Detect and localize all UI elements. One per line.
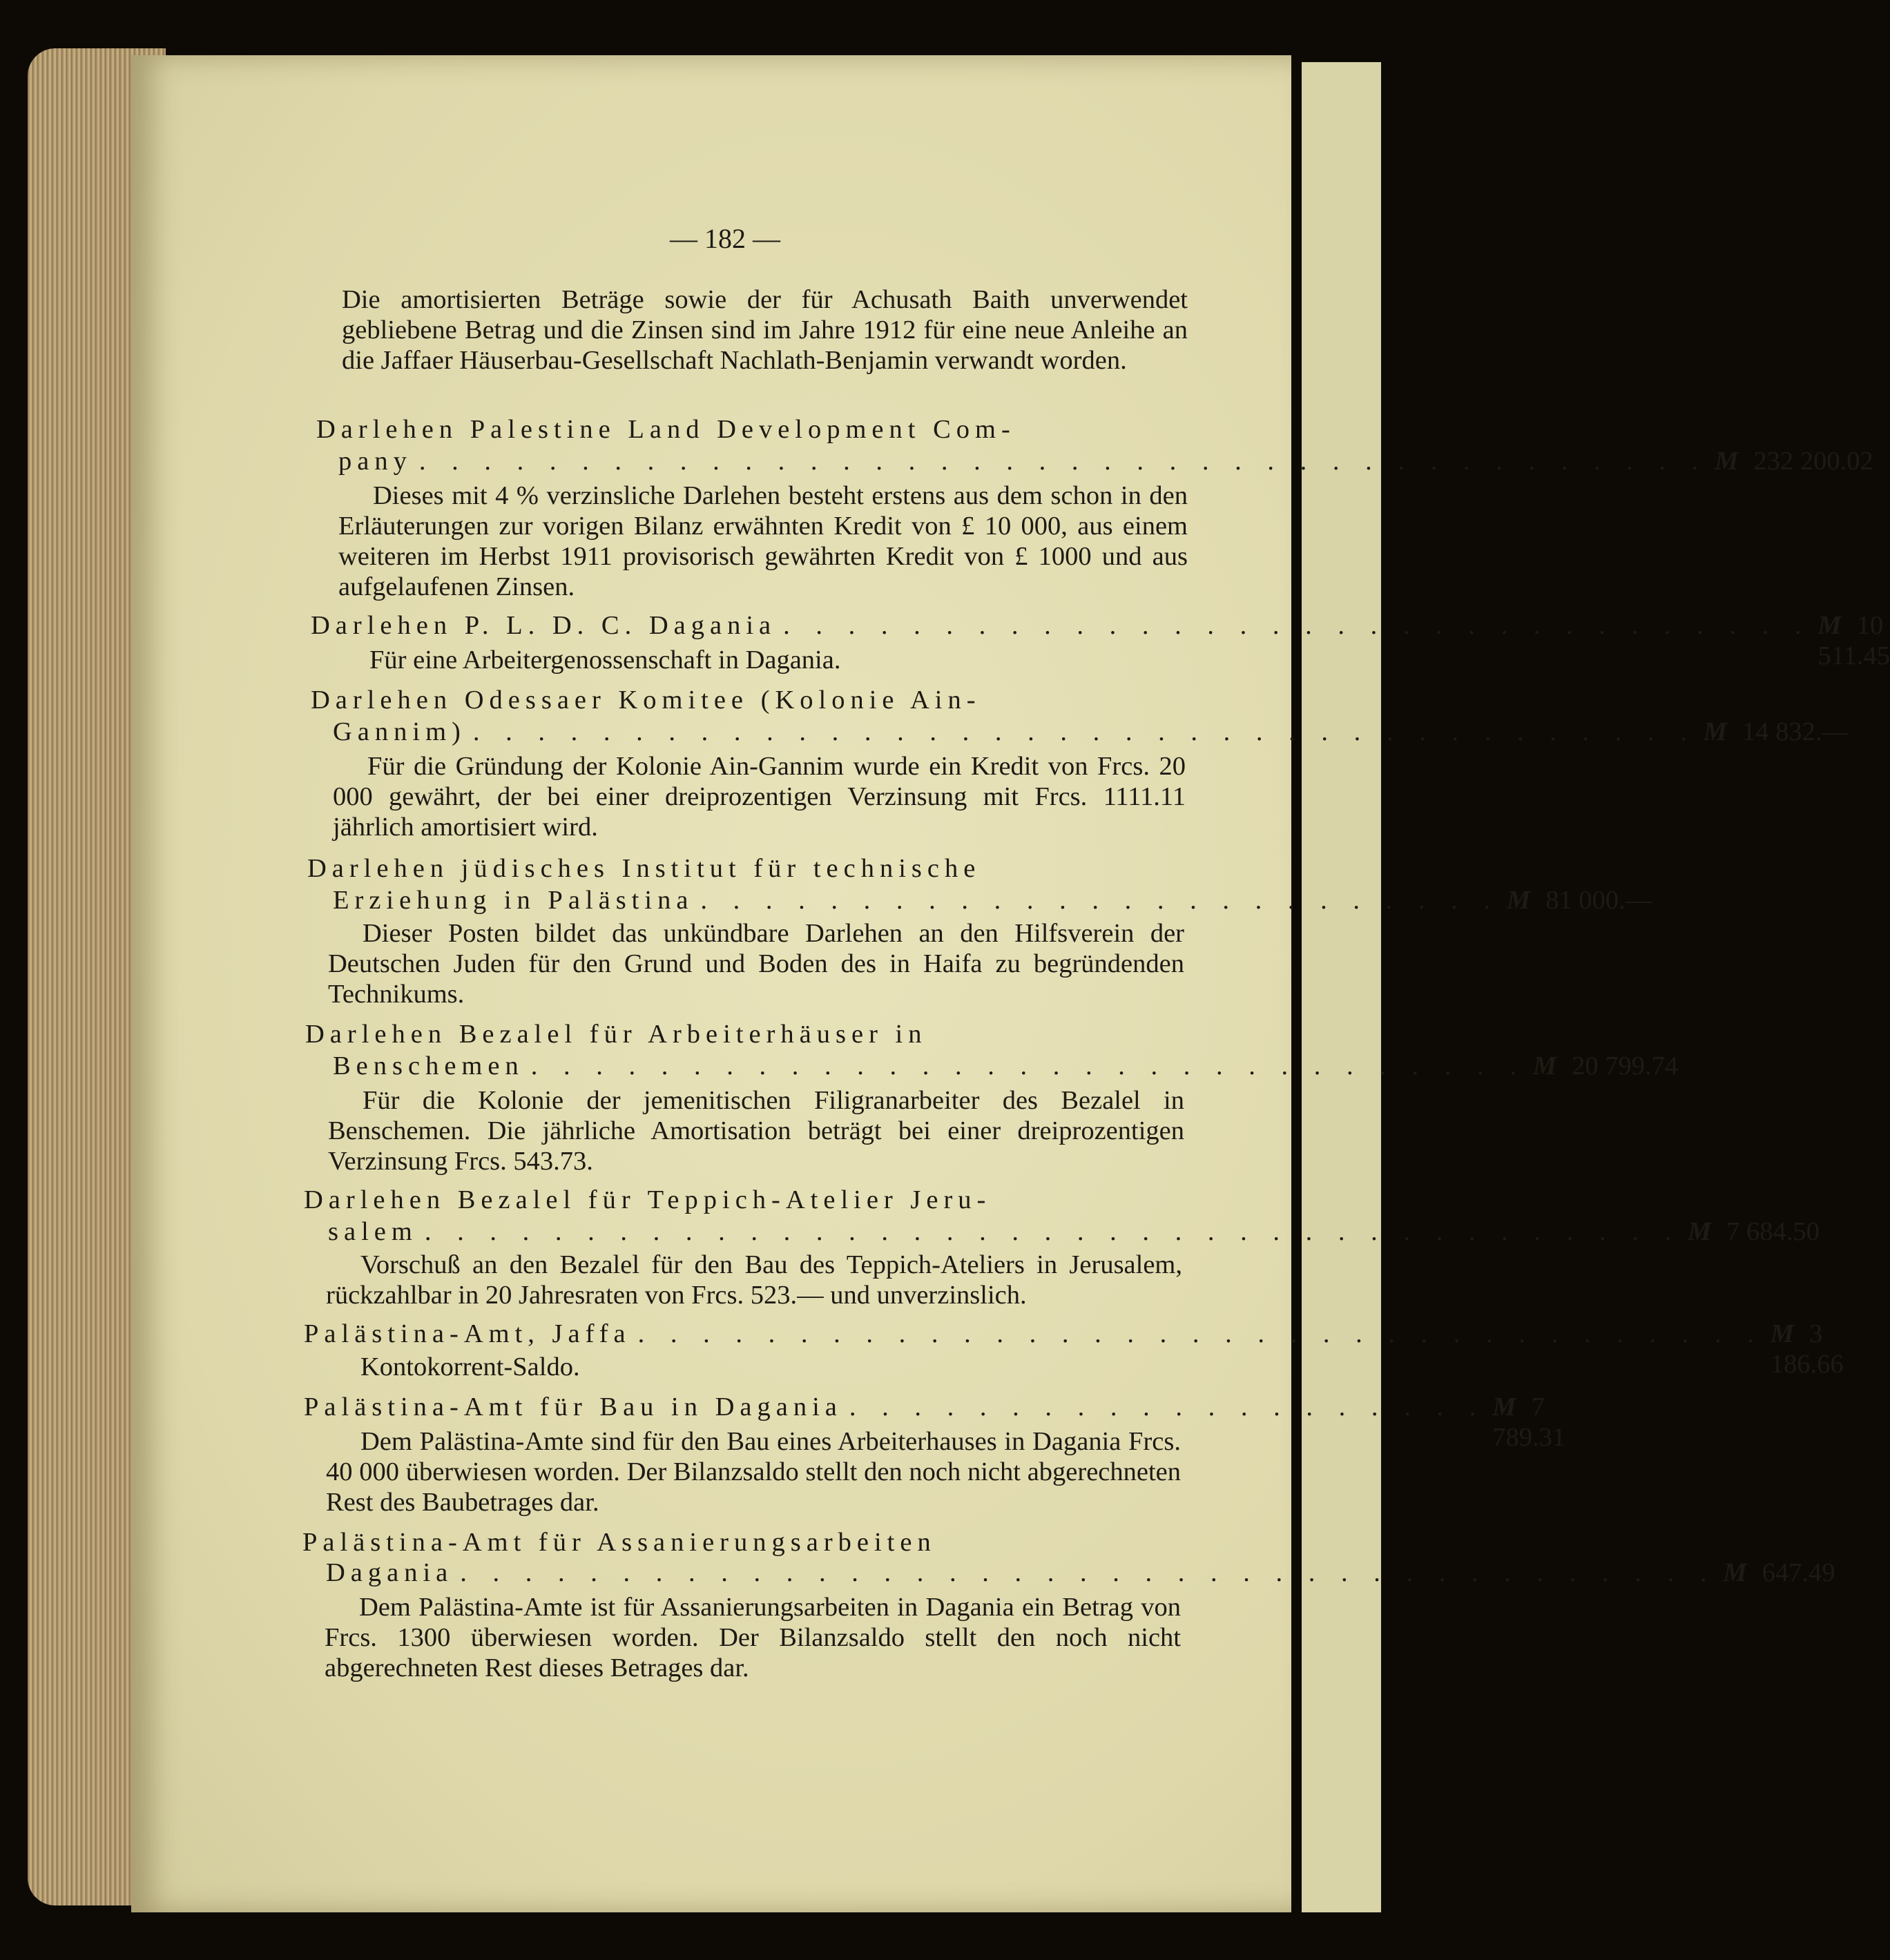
entry-amount: 647.49 — [1762, 1558, 1835, 1587]
leader-dots: . . . . . . . . . . . . . . . . . . . . . . . . . . . . . . . . — [783, 611, 1811, 640]
entry-amount-group — [1704, 717, 1849, 747]
entry-title: Darlehen Odessaer Komitee (Kolonie Ain- — [311, 686, 981, 715]
entry-description: Dieser Posten bildet das unkündbare Darlehen an den Hilfsverein der Deutschen Juden für den Grund und Boden des in Haifa zu begründenden Technikums. — [328, 919, 1184, 1009]
entry-amount: 81 000.— — [1545, 886, 1652, 915]
entry-label: Benschemen — [333, 1051, 524, 1080]
leader-dots: . . . . . . . . . . . . . . . . . . . . . . . . . . . . . . . . . . . — [637, 1319, 1764, 1348]
page-number: — 182 — — [670, 223, 780, 254]
entry-line — [328, 1216, 1820, 1247]
currency-mark: M — [1507, 886, 1531, 915]
entry-description: Vorschuß an den Bezalel für den Bau des Teppich-Ateliers in Jerusalem, rückzahlbar in 20 Jahresraten von Frcs. 523.— und unverzinslich. — [326, 1250, 1182, 1310]
leader-dots: . . . . . . . . . . . . . . . . . . . . — [849, 1393, 1486, 1422]
entry-line — [333, 885, 1652, 915]
currency-mark: M — [1492, 1393, 1516, 1422]
entry-amount-group — [1688, 1216, 1820, 1247]
entry-label: Erziehung in Palästina — [333, 886, 694, 915]
entry-amount: 10 511.45 — [1817, 611, 1890, 670]
entry-amount: 7 789.31 — [1492, 1393, 1566, 1452]
entry-description: Dieses mit 4 % verzinsliche Darlehen besteht erstens aus dem schon in den Erläuterungen zur vorigen Bilanz erwähnten Kredit von £ 10 000, aus einem weiteren im Herbst 1911 provisorisch gewährten Kredit von £ 1000 und aus aufgelaufenen Zinsen. — [338, 481, 1188, 601]
entry-label: Darlehen P. L. D. C. Dagania — [311, 611, 777, 640]
leader-dots: . . . . . . . . . . . . . . . . . . . . . . . . . . . . . . . . . . . . . . . — [460, 1558, 1717, 1587]
entry-title: Darlehen Bezalel für Teppich-Atelier Jeru- — [304, 1185, 992, 1214]
entry-amount: 232 200.02 — [1753, 447, 1873, 476]
leader-dots: . . . . . . . . . . . . . . . . . . . . . . . . . . . . . . . — [530, 1051, 1526, 1080]
entry-amount-group — [1715, 446, 1873, 476]
currency-mark: M — [1723, 1558, 1747, 1587]
entry-label: Gannim) — [333, 717, 466, 746]
entry-description: Dem Palästina-Amte sind für den Bau eines Arbeiterhauses in Dagania Frcs. 40 000 überwiesen worden. Der Bilanzsaldo stellt den noch nicht abgerechneten Rest des Baubetrages dar. — [326, 1427, 1181, 1517]
entry-amount: 7 684.50 — [1726, 1217, 1820, 1246]
entry-label: salem — [328, 1217, 418, 1246]
currency-mark: M — [1817, 611, 1842, 640]
entry-title: Darlehen Bezalel für Arbeiterhäuser in — [305, 1020, 927, 1049]
entry-label: Dagania — [326, 1558, 454, 1587]
entry-description: Dem Palästina-Amte ist für Assanierungsarbeiten in Dagania ein Betrag von Frcs. 1300 überwiesen worden. Der Bilanzsaldo stellt den noch nicht abgerechneten Rest dieses Betrages dar. — [325, 1593, 1181, 1682]
entry-line — [333, 717, 1849, 747]
entry-label: Palästina-Amt für Bau in Dagania — [304, 1393, 842, 1422]
entry-amount-group — [1771, 1319, 1844, 1379]
entry-amount-group — [1492, 1392, 1565, 1453]
currency-mark: M — [1532, 1051, 1557, 1080]
entry-amount-group — [1533, 1051, 1678, 1081]
entry-amount-group — [1723, 1558, 1835, 1588]
entry-line — [338, 446, 1873, 476]
leader-dots: . . . . . . . . . . . . . . . . . . . . . . . . . — [700, 886, 1501, 915]
entry-description: Für die Gründung der Kolonie Ain-Gannim wurde ein Kredit von Frcs. 20 000 gewährt, der bei einer dreiprozentigen Verzinsung mit Frcs. 1111.11 jährlich amortisiert wird. — [333, 752, 1186, 842]
facing-page-edge — [1302, 62, 1381, 1912]
currency-mark: M — [1770, 1319, 1794, 1348]
entry-line — [326, 1558, 1835, 1588]
currency-mark: M — [1715, 447, 1739, 476]
entry-amount-group — [1507, 885, 1652, 915]
leader-dots: . . . . . . . . . . . . . . . . . . . . . . . . . . . . . . . . . . . . . . . . — [418, 447, 1708, 476]
currency-mark: M — [1687, 1217, 1712, 1246]
entry-amount: 20 799.74 — [1572, 1051, 1679, 1080]
entry-amount: 3 186.66 — [1770, 1319, 1844, 1379]
leader-dots: . . . . . . . . . . . . . . . . . . . . . . . . . . . . . . . . . . . . . . . — [424, 1217, 1681, 1246]
entry-line — [333, 1051, 1679, 1081]
entry-amount: 14 832.— — [1742, 717, 1849, 746]
entry-amount-group — [1818, 610, 1890, 671]
currency-mark: M — [1703, 717, 1727, 746]
entry-title: Palästina-Amt für Assanierungsarbeiten — [302, 1528, 936, 1557]
entry-description: Kontokorrent-Saldo. — [360, 1352, 580, 1381]
leader-dots: . . . . . . . . . . . . . . . . . . . . . . . . . . . . . . . . . . . . . . — [472, 717, 1697, 746]
intro-paragraph: Die amortisierten Beträge sowie der für Achusath Baith unverwendet gebliebene Betrag und die Zinsen sind im Jahre 1912 für eine neue Anleihe an die Jaffaer Häuserbau-Gesellschaft Nachlath-Benjamin verwandt worden. — [342, 285, 1188, 375]
entry-label: pany — [338, 447, 412, 476]
entry-title: Darlehen jüdisches Institut für technische — [307, 854, 981, 883]
entry-description: Für eine Arbeitergenossenschaft in Dagania. — [369, 646, 841, 675]
entry-label: Palästina-Amt, Jaffa — [304, 1319, 631, 1348]
entry-title: Darlehen Palestine Land Development Com- — [316, 415, 1016, 444]
entry-description: Für die Kolonie der jemenitischen Filigranarbeiter des Bezalel in Benschemen. Die jährliche Amortisation beträgt bei einer dreiprozentigen Verzinsung Frcs. 543.73. — [328, 1086, 1184, 1176]
